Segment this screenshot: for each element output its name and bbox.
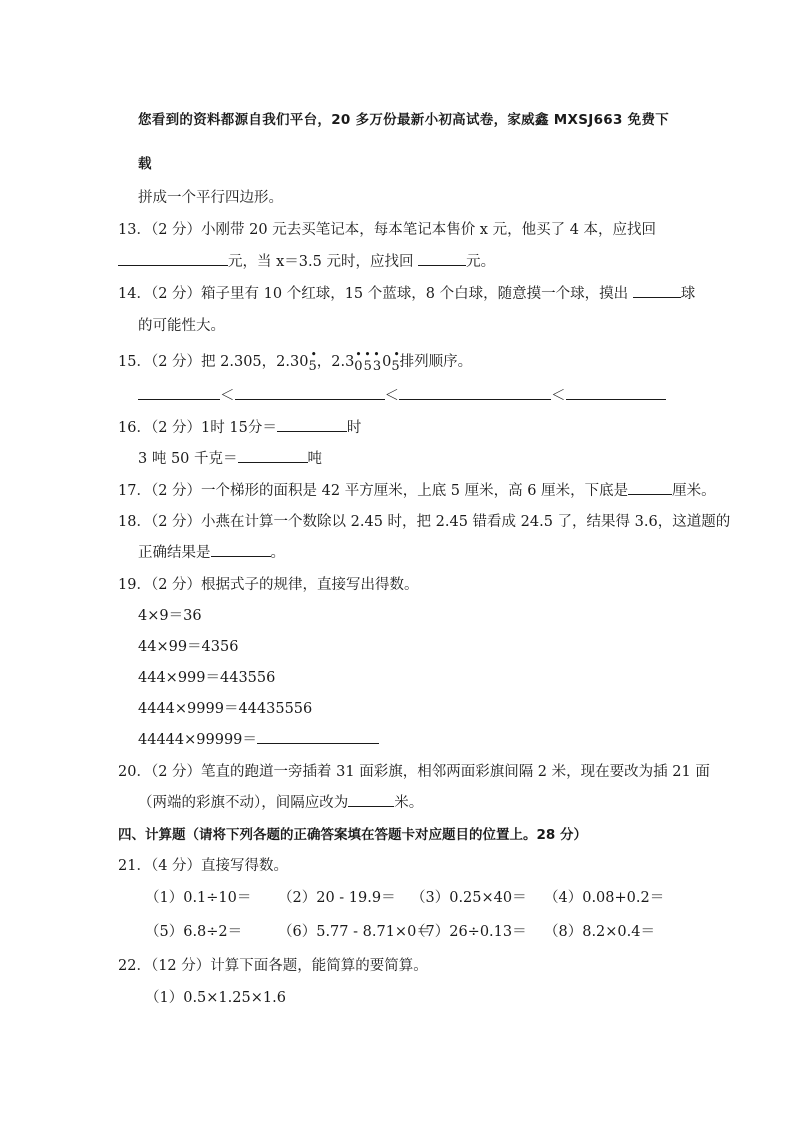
q18-period: 。 xyxy=(270,545,285,561)
calc-item: （4）0.08+0.2＝ xyxy=(544,890,665,906)
repeating-digits: • • • 053 xyxy=(354,348,383,374)
q19-text: 19．（2 分）根据式子的规律，直接写出得数。 xyxy=(118,577,419,593)
q16-unit: 时 xyxy=(346,420,362,436)
q14-tail: 球 xyxy=(680,286,696,302)
answer-blank[interactable] xyxy=(138,385,220,400)
answer-blank[interactable] xyxy=(566,385,666,400)
q15-digit: 0 xyxy=(382,354,392,370)
repeating-digit: • 5 xyxy=(391,348,400,374)
q22-text: 22．（12 分）计算下面各题，能简算的要简算。 xyxy=(118,958,428,974)
q17-line xyxy=(118,479,716,500)
calc-item: （2）20 - 19.9＝ xyxy=(278,890,396,906)
repeating-digit: • 5 xyxy=(308,348,317,374)
q16-line1 xyxy=(118,416,361,437)
q16-line2 xyxy=(138,447,322,468)
q14-text: 14．（2 分）箱子里有 10 个红球，15 个蓝球，8 个白球，随意摸一个球，摸出 xyxy=(118,286,633,302)
answer-blank[interactable] xyxy=(238,448,308,463)
section-heading: 四、计算题（请将下列各题的正确答案填在答题卡对应题目的位置上。28 分） xyxy=(118,827,587,843)
q14-line1 xyxy=(118,282,695,303)
q15-tail: 排列顺序。 xyxy=(399,354,473,370)
q20-unit: 米。 xyxy=(394,795,424,811)
q19-eq5: 44444×99999＝ xyxy=(138,732,257,748)
answer-blank[interactable] xyxy=(211,542,271,557)
q18-line2 xyxy=(138,541,285,562)
q16-text: 16．（2 分）1时 15分＝ xyxy=(118,420,277,436)
promo-header-line2: 载 xyxy=(138,156,152,172)
q13-part1: 元，当 x＝3.5 元时，应找回 xyxy=(228,254,419,270)
q15-sep: ，2.3 xyxy=(316,354,355,370)
calc-item: （5）6.8÷2＝ xyxy=(145,924,243,940)
less-than: ＜ xyxy=(384,388,399,404)
q18-text: 18．（2 分）小燕在计算一个数除以 2.45 时，把 2.45 错看成 24.5 了，结果得 3.6，这道题的 xyxy=(118,514,731,530)
answer-blank[interactable] xyxy=(628,480,672,495)
q19-eq1: 4×9＝36 xyxy=(138,608,202,624)
q16-unit2: 吨 xyxy=(307,451,323,467)
q13-part2: 元。 xyxy=(466,254,496,270)
answer-blank[interactable] xyxy=(277,417,347,432)
promo-header xyxy=(138,108,678,172)
q17-unit: 厘米。 xyxy=(672,483,716,499)
calc-item: （8）8.2×0.4＝ xyxy=(544,924,655,940)
q19-eq5-line xyxy=(138,728,379,749)
q20-text2: （两端的彩旗不动），间隔应改为 xyxy=(138,795,349,811)
calc-item: （6）5.77 - 8.71×0＝ xyxy=(278,924,431,940)
q20-text: 20．（2 分）笔直的跑道一旁插着 31 面彩旗，相邻两面彩旗间隔 2 米，现在要改为插 21 面 xyxy=(118,764,710,780)
calc-item: （7）26÷0.13＝ xyxy=(411,924,527,940)
q19-eq4: 4444×9999＝44435556 xyxy=(138,701,313,717)
promo-header-line1: 您看到的资料都源自我们平台，20 多万份最新小初高试卷，家威鑫 MXSJ663 免费下 xyxy=(138,112,670,128)
less-than: ＜ xyxy=(220,388,235,404)
q19-eq3: 444×999＝443556 xyxy=(138,670,276,686)
q13-line2 xyxy=(118,250,495,271)
calc-item: （3）0.25×40＝ xyxy=(411,890,527,906)
q13-text: 13．（2 分）小刚带 20 元去买笔记本，每本笔记本售价 x 元，他买了 4 本，应找回 xyxy=(118,222,657,238)
q15-answer-row xyxy=(138,384,666,405)
answer-blank[interactable] xyxy=(418,251,466,266)
q21-row1 xyxy=(145,886,664,907)
answer-blank[interactable] xyxy=(118,251,228,266)
q22-item1: （1）0.5×1.25×1.6 xyxy=(145,990,286,1006)
q12-tail: 拼成一个平行四边形。 xyxy=(138,190,283,206)
answer-blank[interactable] xyxy=(348,792,394,807)
answer-blank[interactable] xyxy=(633,283,681,298)
answer-blank[interactable] xyxy=(257,729,379,744)
q16-text2: 3 吨 50 千克＝ xyxy=(138,451,238,467)
q19-eq2: 44×99＝4356 xyxy=(138,639,239,655)
answer-blank[interactable] xyxy=(399,385,551,400)
q17-text: 17．（2 分）一个梯形的面积是 42 平方厘米，上底 5 厘米，高 6 厘米，下底是 xyxy=(118,483,629,499)
calc-item: （1）0.1÷10＝ xyxy=(145,890,252,906)
q21-text: 21．（4 分）直接写得数。 xyxy=(118,858,289,874)
q18-text2: 正确结果是 xyxy=(138,545,211,561)
q14-line2: 的可能性大。 xyxy=(138,318,225,334)
less-than: ＜ xyxy=(551,388,566,404)
q20-line2 xyxy=(138,791,423,812)
answer-blank[interactable] xyxy=(235,385,385,400)
q21-row2 xyxy=(145,920,655,941)
q15-line1 xyxy=(118,348,473,374)
q15-text: 15．（2 分）把 2.305，2.30 xyxy=(118,354,309,370)
